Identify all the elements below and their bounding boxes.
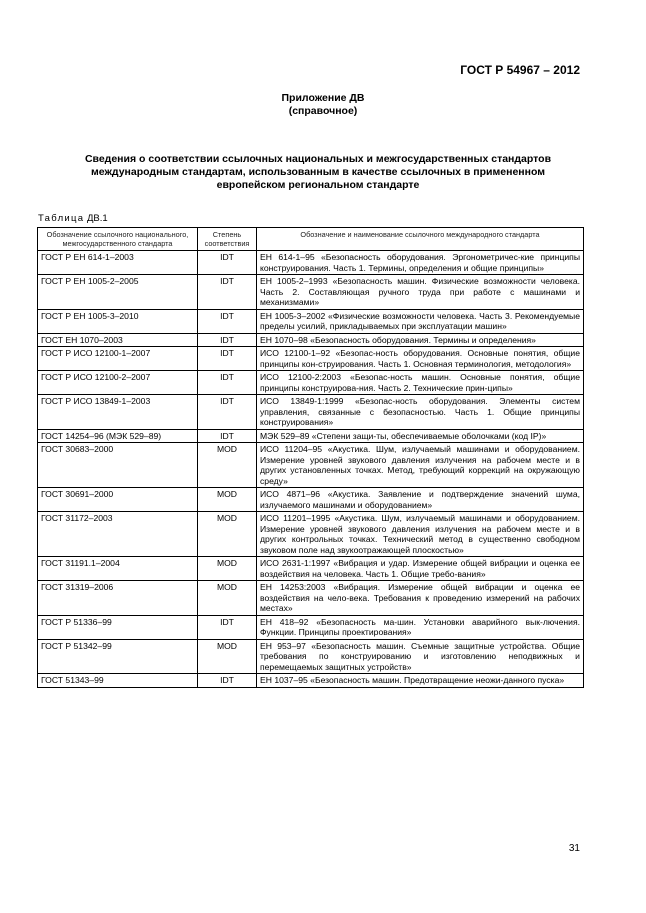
international-standard-cell: ЕН 1005-2–1993 «Безопасность машин. Физические возможности человека. Часть 2. Составляющая ручного труда при работе с машинами и механизмами» [257,275,584,310]
international-standard-cell: ЕН 1005-3–2002 «Физические возможности человека. Часть 3. Рекомендуемые пределы усилий, прикладываемых при эксплуатации машин» [257,309,584,333]
national-standard-cell: ГОСТ Р ИСО 12100-1–2007 [38,347,198,371]
section-title: Сведения о соответствии ссылочных национальных и межгосударственных стандартов международным стандартам, использованным в качестве ссылочных в примененном европейском региональном стандарте [84,153,552,191]
table-header-row [38,228,584,251]
national-standard-cell: ГОСТ 51343–99 [38,674,198,688]
table-row [38,429,584,443]
table-row [38,275,584,310]
national-standard-cell: ГОСТ 31172–2003 [38,512,198,557]
conformity-degree-cell: IDT [198,429,257,443]
annex-title: Приложение ДВ [281,92,365,104]
conformity-degree-cell: MOD [198,581,257,616]
international-standard-cell: ЕН 418–92 «Безопасность ма-шин. Установки аварийного вык-лючения. Функции. Принципы проектирования» [257,615,584,639]
national-standard-cell: ГОСТ Р ЕН 1005-2–2005 [38,275,198,310]
conformity-degree-cell: IDT [198,615,257,639]
conformity-degree-cell: MOD [198,639,257,674]
international-standard-cell: ЕН 1037–95 «Безопасность машин. Предотвращение неожи-данного пуска» [257,674,584,688]
conformity-degree-cell: MOD [198,512,257,557]
national-standard-cell: ГОСТ ЕН 1070–2003 [38,333,198,347]
international-standard-cell: ИСО 2631-1:1997 «Вибрация и удар. Измерение общей вибрации и оценка ее воздействия на человека. Часть 1. Общие требо-вания» [257,557,584,581]
conformity-degree-cell: MOD [198,443,257,488]
international-standard-cell: ЕН 953–97 «Безопасность машин. Съемные защитные устройства. Общие требования по конструированию и изготовлению неподвижных и перемещаемых защитных устройств» [257,639,584,674]
table-row [38,443,584,488]
table-row [38,557,584,581]
table-caption [38,213,108,224]
conformity-degree-cell: IDT [198,333,257,347]
international-standard-cell: ИСО 11204–95 «Акустика. Шум, излучаемый машинами и оборудованием. Измерение уровней звукового давления излучения на рабочем месте и в других установленных точках. Метод, требующий коррекций на окружающую среду» [257,443,584,488]
table-row [38,674,584,688]
table-row [38,581,584,616]
table-body [38,251,584,688]
conformity-degree-cell: IDT [198,347,257,371]
national-standard-cell: ГОСТ 31319–2006 [38,581,198,616]
national-standard-cell: ГОСТ Р 51336–99 [38,615,198,639]
conformity-degree-cell: IDT [198,309,257,333]
conformity-degree-cell: MOD [198,488,257,512]
national-standard-cell: ГОСТ Р ИСО 12100-2–2007 [38,371,198,395]
national-standard-cell: ГОСТ 30683–2000 [38,443,198,488]
conformity-degree-cell: IDT [198,395,257,430]
international-standard-cell: ИСО 12100-1–92 «Безопас-ность оборудования. Основные понятия, общие принципы кон-струирования. Часть 1. Основная терминология, методология» [257,347,584,371]
international-standard-cell: ИСО 12100-2:2003 «Безопас-ность машин. Основные понятия, общие принципы конструирова-ния. Часть 2. Технические прин-ципы» [257,371,584,395]
table-row [38,488,584,512]
table-row [38,333,584,347]
table-row [38,371,584,395]
table-row [38,512,584,557]
table-row [38,251,584,275]
national-standard-cell: ГОСТ Р ЕН 614-1–2003 [38,251,198,275]
conformity-degree-cell: MOD [198,557,257,581]
national-standard-cell: ГОСТ 30691–2000 [38,488,198,512]
annex-subtitle: (справочное) [288,105,358,117]
table-row [38,395,584,430]
table-caption-number: ДВ.1 [87,213,108,224]
international-standard-cell: ИСО 4871–96 «Акустика. Заявление и подтверждение значений шума, излучаемого машинами и оборудованием» [257,488,584,512]
national-standard-cell: ГОСТ Р ЕН 1005-3–2010 [38,309,198,333]
table-row [38,615,584,639]
international-standard-cell: ИСО 11201–1995 «Акустика. Шум, излучаемый машинами и оборудованием. Измерение уровней звукового давления излучения на рабочем месте и в других контрольных точках. Технический метод в существенно свободном звуковом поле над звукоотражающей плоскостью» [257,512,584,557]
table-row [38,309,584,333]
international-standard-cell: МЭК 529–89 «Степени защи-ты, обеспечиваемые оболочками (код IP)» [257,429,584,443]
column-header-national: Обозначение ссылочного национального, межгосударственного стандарта [38,228,198,251]
conformity-degree-cell: IDT [198,251,257,275]
column-header-international: Обозначение и наименование ссылочного международного стандарта [257,228,584,251]
national-standard-cell: ГОСТ Р ИСО 13849-1–2003 [38,395,198,430]
table-row [38,347,584,371]
international-standard-cell: ЕН 614-1–95 «Безопасность оборудования. Эргонометричес-кие принципы конструирования. Часть 1. Термины, определения и общие принципы» [257,251,584,275]
international-standard-cell: ИСО 13849-1:1999 «Безопас-ность оборудования. Элементы систем управления, связанные с безопасностью. Часть 1. Общие принципы конструирования» [257,395,584,430]
national-standard-cell: ГОСТ 31191.1–2004 [38,557,198,581]
standards-table [37,227,584,688]
conformity-degree-cell: IDT [198,674,257,688]
conformity-degree-cell: IDT [198,275,257,310]
international-standard-cell: ЕН 1070–98 «Безопасность оборудования. Термины и определения» [257,333,584,347]
international-standard-cell: ЕН 14253:2003 «Вибрация. Измерение общей вибрации и оценка ее воздействия на чело-века. Требования к проведению измерений на рабочих местах» [257,581,584,616]
national-standard-cell: ГОСТ Р 51342–99 [38,639,198,674]
conformity-degree-cell: IDT [198,371,257,395]
document-code: ГОСТ Р 54967 – 2012 [460,63,580,77]
annex-heading [0,92,646,118]
table-row [38,639,584,674]
column-header-degree: Степень соответствия [198,228,257,251]
national-standard-cell: ГОСТ 14254–96 (МЭК 529–89) [38,429,198,443]
page-number: 31 [568,843,580,854]
table-caption-prefix: Таблица [38,213,85,224]
